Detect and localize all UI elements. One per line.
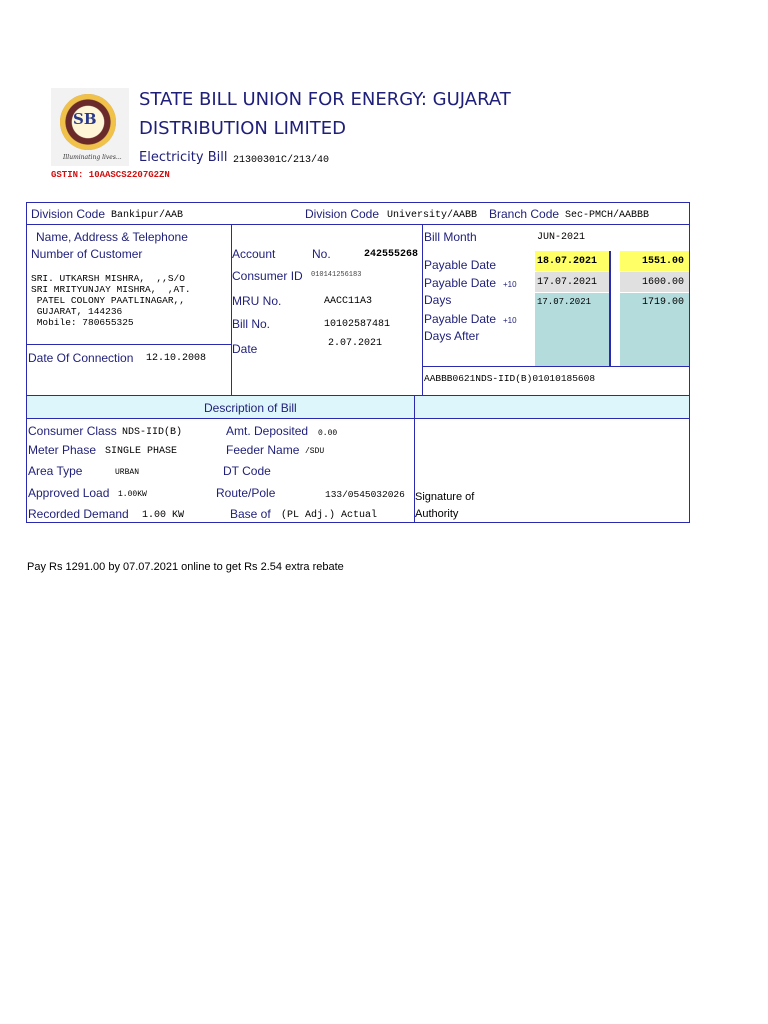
bill-date-value: 2.07.2021: [328, 338, 383, 349]
plus10-label: +10: [503, 280, 517, 289]
division-code2-value: University/AABB: [387, 210, 478, 221]
account-no-label: No.: [312, 247, 331, 261]
account-number: 242555268: [364, 249, 419, 260]
date-of-connection-value: 12.10.2008: [146, 353, 207, 364]
amt-deposited-label: Amt. Deposited: [226, 424, 309, 438]
approved-load-value: 1.00KW: [118, 490, 147, 499]
payable-date10-value: 17.07.2021: [537, 277, 598, 288]
address-line: PATEL COLONY PAATLINAGAR,,: [31, 295, 185, 306]
plus10b-label: +10: [503, 316, 517, 325]
logo-tagline: Illuminating lives...: [63, 154, 122, 161]
consumer-id-label: Consumer ID: [232, 269, 303, 283]
recorded-demand-label: Recorded Demand: [28, 507, 129, 521]
amt-deposited-value: 0.00: [318, 429, 338, 438]
bill-month-value: JUN-2021: [537, 232, 586, 243]
address-line: Mobile: 780655325: [31, 317, 134, 328]
branch-code-value: Sec-PMCH/AABBB: [565, 210, 650, 221]
signature-line2: Authority: [415, 508, 459, 520]
payable-amount-after: 1719.00: [642, 297, 685, 308]
mru-label: MRU No.: [232, 294, 282, 308]
days-after-label: Days After: [424, 329, 480, 343]
logo-text: SB: [73, 110, 97, 128]
recorded-demand-value: 1.00 KW: [142, 510, 185, 521]
payable-amount: 1551.00: [642, 256, 685, 267]
signature-line1: Signature of: [415, 491, 475, 503]
address-line: SRI. UTKARSH MISHRA, ,,S/O: [31, 273, 185, 284]
division-code-label: Division Code: [31, 207, 106, 221]
route-pole-label: Route/Pole: [216, 486, 276, 500]
consumer-class-label: Consumer Class: [28, 424, 117, 438]
meter-phase-label: Meter Phase: [28, 443, 97, 457]
company-title-line2: DISTRIBUTION LIMITED: [139, 118, 346, 139]
customer-heading-line1: Name, Address & Telephone: [36, 230, 188, 244]
bill-month-label: Bill Month: [424, 230, 477, 244]
bill-reference: AABBB0621NDS-IID(B)01010185608: [424, 373, 596, 384]
division-code2-label: Division Code: [305, 207, 380, 221]
company-title-line1: STATE BILL UNION FOR ENERGY: GUJARAT: [139, 89, 511, 110]
branch-code-label: Branch Code: [489, 207, 560, 221]
feeder-name-label: Feeder Name: [226, 443, 300, 457]
meter-phase-value: SINGLE PHASE: [105, 446, 178, 457]
account-label: Account: [232, 247, 276, 261]
company-logo: [51, 88, 129, 166]
payable-date-label: Payable Date: [424, 258, 497, 272]
bill-no-label: Bill No.: [232, 317, 271, 331]
consumer-class-value: NDS-IID(B): [122, 427, 183, 438]
mru-value: AACC11A3: [324, 296, 373, 307]
division-code-value: Bankipur/AAB: [111, 210, 184, 221]
area-type-value: URBAN: [115, 468, 140, 477]
customer-address: [31, 262, 191, 339]
base-of-label: Base of: [230, 507, 271, 521]
approved-load-label: Approved Load: [28, 486, 110, 500]
customer-heading-line2: Number of Customer: [31, 247, 143, 261]
description-heading: Description of Bill: [204, 401, 297, 415]
feeder-name-value: /SDU: [305, 447, 325, 456]
electricity-bill-label: Electricity Bill: [139, 150, 228, 165]
bill-date-label: Date: [232, 342, 258, 356]
payable-amount10: 1600.00: [642, 277, 685, 288]
dt-code-label: DT Code: [223, 464, 271, 478]
base-of-value: (PL Adj.) Actual: [281, 510, 378, 521]
area-type-label: Area Type: [28, 464, 83, 478]
address-line: GUJARAT, 144236: [31, 306, 123, 317]
bill-code: 21300301C/213/40: [233, 155, 330, 166]
payable-date-value: 18.07.2021: [537, 256, 598, 267]
bill-no-value: 10102587481: [324, 319, 391, 330]
rebate-note: Pay Rs 1291.00 by 07.07.2021 online to get Rs 2.54 extra rebate: [27, 561, 344, 573]
payable-date10-label: Payable Date: [424, 276, 497, 290]
gstin: GSTIN: 10AASCS2207G2ZN: [51, 170, 170, 180]
payable-date10-after-label: Payable Date: [424, 312, 497, 326]
consumer-id-value: 010141256183: [311, 271, 362, 279]
address-line: SRI MRITYUNJAY MISHRA, ,AT.: [31, 284, 191, 295]
route-pole-value: 133/0545032026: [325, 489, 405, 500]
days-label: Days: [424, 293, 452, 307]
payable-date-after-value: 17.07.2021: [537, 297, 592, 307]
date-of-connection-label: Date Of Connection: [28, 351, 134, 365]
description-band: [27, 395, 689, 418]
